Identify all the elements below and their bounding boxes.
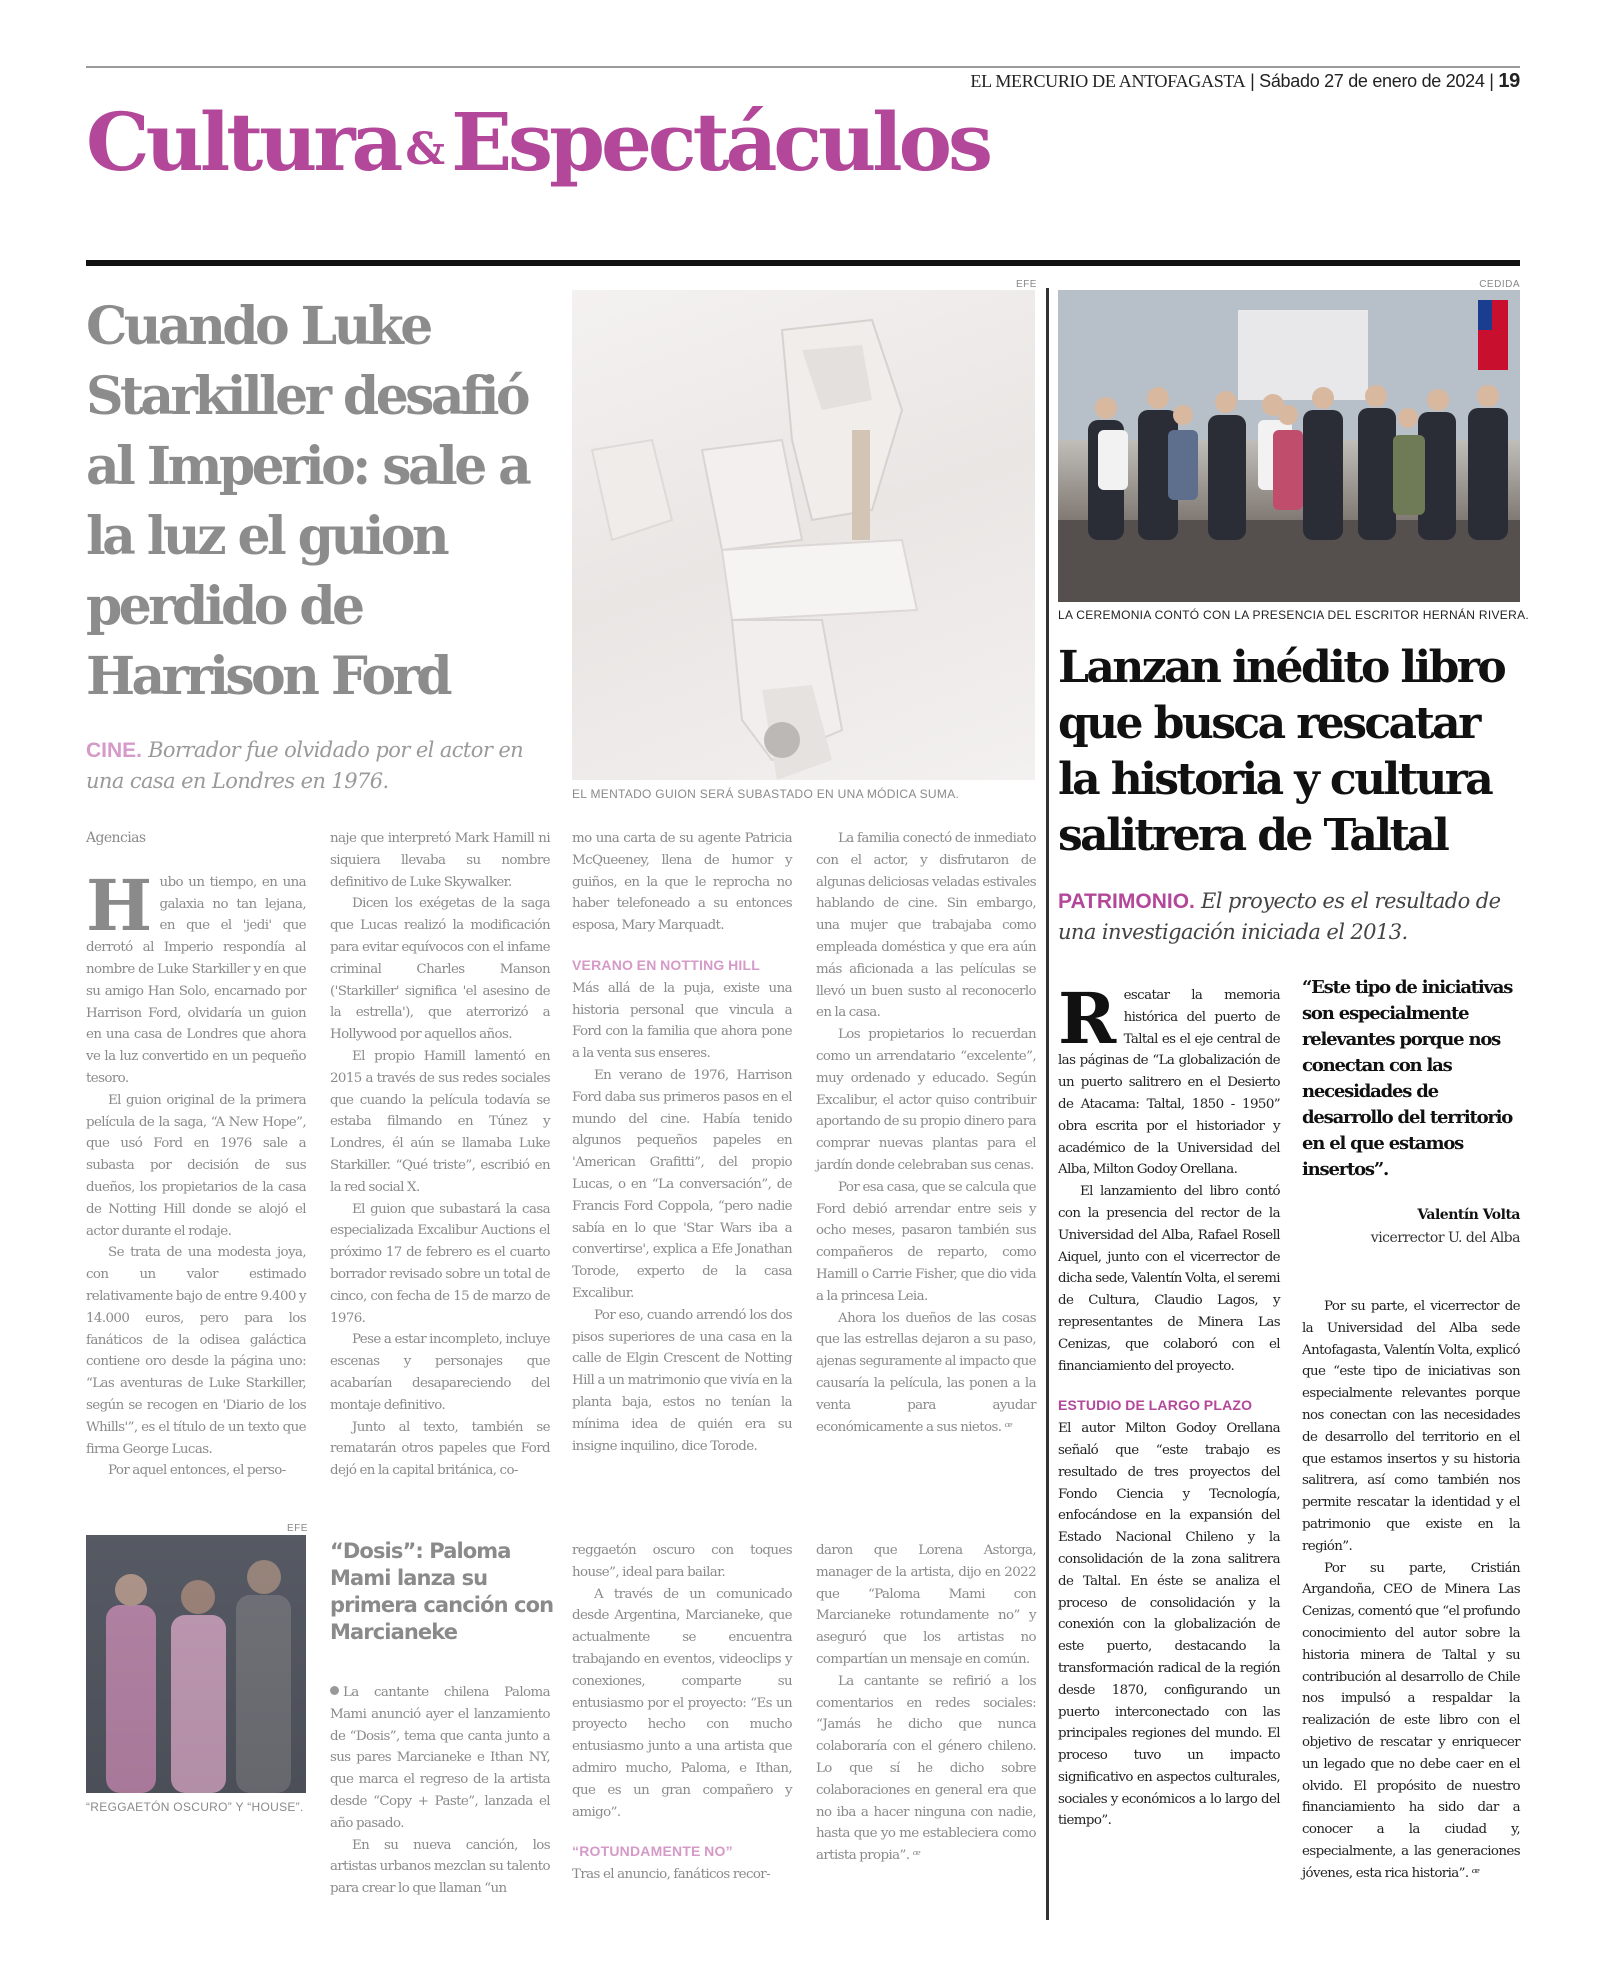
- paragraph: Por su parte, el vicerrector de la Universidad del Alba sede Antofagasta, Valentín Volta, explicó que “este tipo de iniciativas son especialmente relevantes porque nos conectan con las necesidades de desarrollo del territorio en el que estamos insertos y su historia salitrera, así como también nos permite rescatar la identidad y el patrimonio que existe en la región”.: [1302, 1299, 1520, 1554]
- subheading: “ROTUNDAMENTE NO”: [572, 1843, 733, 1860]
- separator: |: [1489, 71, 1499, 91]
- photo-credit: CEDIDA: [1479, 279, 1520, 290]
- section-title-ampersand: &: [405, 124, 446, 175]
- photo-caption: EL MENTADO GUION SERÁ SUBASTADO EN UNA MÓDICA SUMA.: [572, 787, 960, 801]
- photo-caption: “REGGAETÓN OSCURO” Y “HOUSE”.: [86, 1800, 304, 1814]
- kicker-text: El proyecto es el resultado de una investigación iniciada el 2013.: [1058, 889, 1501, 944]
- subheading: VERANO EN NOTTING HILL: [572, 956, 761, 973]
- paragraph: El guion original de la primera película de la saga, “A New Hope”, que usó Ford en 1976 sale a subasta por decisión de sus dueños, los propietarios de la casa de Notting Hill donde se alojó el actor durante el rodaje.: [86, 1092, 306, 1239]
- drop-cap: R: [1058, 977, 1116, 1060]
- section-rule: [86, 260, 1520, 266]
- end-mark-icon: ꟹ: [912, 1848, 921, 1864]
- paragraph: [816, 1671, 1036, 1867]
- paragraph: mo una carta de su agente Patricia McQueeney, llena de humor y guiños, en la que le reprocha no haber telefoneado a su entonces esposa, Mary Marquadt.: [572, 831, 792, 934]
- paragraph: Más allá de la puja, existe una historia personal que vincula a Ford con la familia que ahora pone a la venta sus enseres.: [572, 980, 792, 1062]
- column-divider: [1046, 288, 1049, 1920]
- kicker-label: CINE.: [86, 739, 143, 762]
- photo-caption: LA CEREMONIA CONTÓ CON LA PRESENCIA DEL ESCRITOR HERNÁN RIVERA.: [1058, 608, 1530, 622]
- photo-credit: EFE: [287, 1523, 308, 1534]
- masthead: [970, 70, 1520, 93]
- paragraph: ubo un tiempo, en una galaxia no tan lejana, en que el 'jedi' que derrotó al Imperio respondía al nombre de Luke Starkiller y en que su amigo Han Solo, encarnado por Harrison Ford, olvidaría un guion en una casa de Londres que ahora ve la luz convertido en un pequeño tesoro.: [86, 874, 306, 1086]
- article-headline: Cuando Luke Starkiller desafió al Imperio: sale a la luz el guion perdido de Harrison Ford: [86, 296, 529, 707]
- paragraph: reggaetón oscuro con toques house”, ideal para bailar.: [572, 1543, 792, 1580]
- paragraph: El guion que subastará la casa especializada Excalibur Auctions el próximo 17 de febrero es el cuarto borrador revisado sobre un total de cinco, con fecha de 15 de marzo de 1976.: [330, 1201, 550, 1326]
- pull-quote: “Este tipo de iniciativas son especialmente relevantes porque nos conectan con las necesidades de desarrollo del territorio en el que estamos insertos”.: [1302, 977, 1513, 1180]
- subheading: ESTUDIO DE LARGO PLAZO: [1058, 1397, 1253, 1414]
- paragraph-text: La cantante se refirió a los comentarios en redes sociales: “Jamás he dicho que nunca colaboraría con el género chileno. Lo que sí he dicho sobre colaboraciones en general era que no iba a hacer ninguna con nadie, hasta que yo me estableciera como artista propia”.: [816, 1673, 1036, 1864]
- paragraph: daron que Lorena Astorga, manager de la artista, dijo en 2022 que “Paloma Mami con Marcianeke rotundamente no” y aseguró que los artistas no compartían un mensaje en común.: [816, 1543, 1036, 1667]
- section-title-part1: Cultura: [86, 95, 400, 189]
- paragraph: A través de un comunicado desde Argentina, Marcianeke, que actualmente se encuentra trabajando en eventos, videoclips y conexiones, comparte su entusiasmo por el proyecto: “Es un proyecto hecho con mucho entusiasmo junto a una artista que admiro mucho, Paloma, e Ithan, que es un gran compañero y amigo”.: [572, 1586, 792, 1820]
- quote-author-role: vicerrector U. del Alba: [1370, 1230, 1520, 1246]
- paragraph: Tras el anuncio, fanáticos recor-: [572, 1867, 771, 1883]
- article-column-2: [1302, 1296, 1520, 1885]
- paragraph: Por esa casa, que se calcula que Ford debió arrendar entre seis y ocho meses, pasaron también sus compañeros de reparto, como Hamill o Carrie Fisher, que dio vida a la princesa Leia.: [816, 1179, 1036, 1304]
- article-column-1: [1058, 977, 1280, 1832]
- article-column-3: [816, 1540, 1036, 1867]
- paragraph: escatar la memoria histórica del puerto de Taltal es el eje central de las páginas de “La globalización de un puerto salitrero en el Desierto de Atacama: Taltal, 1850 - 1950” obra escrita por el historiador y académico de la Universidad del Alba, Milton Godoy Orellana.: [1058, 988, 1280, 1178]
- paragraph: La familia conectó de inmediato con el actor, y disfrutaron de algunas deliciosas veladas estivales hablando de cine. Sin embargo, una mujer que trabajaba como empleada doméstica y que era aún más aficionada a las películas se llevó un buen susto al reconocerlo en la casa.: [816, 831, 1036, 1021]
- section-title: [86, 95, 990, 189]
- article-headline: “Dosis”: Paloma Mami lanza su primera canción con Marcianeke: [330, 1539, 554, 1644]
- article-headline: Lanzan inédito libro que busca rescatar la historia y cultura salitrera de Taltal: [1058, 642, 1505, 861]
- photo-credit: EFE: [1016, 279, 1037, 290]
- article-column-4: [816, 828, 1036, 1438]
- artists-photo: [86, 1535, 306, 1793]
- stormtrooper-photo: [572, 290, 1035, 780]
- article-column-2: [330, 828, 550, 1482]
- paragraph: Los propietarios lo recuerdan como un arrendatario “excelente”, muy ordenado y educado. Según Excalibur, el actor quiso contribuir aportando de su propio dinero para comprar nuevas plantas para el jardín donde celebraban sus cenas.: [816, 1027, 1036, 1173]
- article-kicker: [86, 735, 556, 796]
- paragraph-text: Ahora los dueños de las cosas que las estrellas dejaron a su paso, ajenas seguramente al impacto que causaría la película, las ponen a la venta para ayudar económicamente a sus nietos.: [816, 1310, 1036, 1435]
- paragraph: Dicen los exégetas de la saga que Lucas realizó la modificación para evitar equívocos con el infame criminal Charles Manson ('Starkiller' significa 'el asesino de la estrella'), que aterrorizó a Hollywood por aquellos años.: [330, 896, 550, 1043]
- paragraph: Se trata de una modesta joya, con un valor estimado relativamente bajo de entre 9.400 y 14.000 euros, pero para los fanáticos de la odisea galáctica contiene oro desde la página uno: “Las aventuras de Luke Starkiller, según se recogen en 'Diario de los Whills'”, es el título de un texto que firma George Lucas.: [86, 1245, 306, 1457]
- article-column-2: [572, 1540, 792, 1886]
- paragraph: [816, 1308, 1036, 1439]
- publication-name: EL MERCURIO DE ANTOFAGASTA: [970, 71, 1246, 91]
- article-column-1: [86, 828, 306, 1482]
- paragraph: [330, 1682, 550, 1835]
- top-rule: [86, 66, 1520, 68]
- paragraph: El lanzamiento del libro contó con la presencia del rector de la Universidad del Alba, Rafael Rosell Aiquel, junto con el vicerrector de dicha sede, Valentín Volta, el seremi de Cultura, Claudio Lagos, y representantes de Minera Las Cenizas, que colaboró con el financiamiento del proyecto.: [1058, 1184, 1280, 1374]
- end-mark-icon: ꟹ: [1004, 1419, 1013, 1435]
- ceremony-group-illustration: [1058, 290, 1520, 602]
- paragraph-text: La cantante chilena Paloma Mami anunció ayer el lanzamiento de “Dosis”, tema que canta junto a sus pares Marcianeke e Ithan NY, que marca el regreso de la artista desde “Copy + Paste”, lanzada el año pasado.: [330, 1685, 550, 1831]
- paragraph: En su nueva canción, los artistas urbanos mezclan su talento para crear lo que llaman “un: [330, 1837, 550, 1897]
- separator: |: [1250, 71, 1260, 91]
- artists-illustration: [86, 1535, 306, 1793]
- page-number: 19: [1498, 70, 1520, 92]
- stormtrooper-illustration: [572, 290, 1035, 780]
- paragraph: El autor Milton Godoy Orellana señaló que “este trabajo es resultado de tres proyectos del Fondo Ciencia y Tecnología, enfocándose en la expansión del Estado Nacional Chileno y la consolidación de la zona salitrera de Taltal. En éste se analiza el proceso de consolidación y la conexión con la globalización de este puerto, destacando la transformación radical de la región desde 1870, configurando un puerto interconectado con las principales regiones del mundo. El proceso tuvo un impacto significativo en aspectos culturales, sociales y económicos a lo largo del tiempo”.: [1058, 1421, 1280, 1829]
- ceremony-photo: [1058, 290, 1520, 602]
- kicker-label: PATRIMONIO.: [1058, 890, 1195, 913]
- paragraph: naje que interpretó Mark Hamill ni siquiera llevaba su nombre definitivo de Luke Skywalker.: [330, 831, 550, 890]
- paragraph: En verano de 1976, Harrison Ford daba sus primeros pasos en el mundo del cine. Había tenido algunos pequeños papeles en 'American Grafitti”, del propio Lucas, o en “La conversación”, de Francis Ford Coppola, “pero nadie sabía en lo que 'Star Wars iba a convertirse', explica a Efe Jonathan Torode, experto de la casa Excalibur.: [572, 1067, 792, 1301]
- issue-date: Sábado 27 de enero de 2024: [1259, 71, 1485, 91]
- paragraph: Pese a estar incompleto, incluye escenas y personajes que acabarían desapareciendo del montaje definitivo.: [330, 1332, 550, 1413]
- paragraph: Por aquel entonces, el perso-: [108, 1463, 286, 1479]
- paragraph: [1302, 1558, 1520, 1885]
- paragraph: Junto al texto, también se rematarán otros papeles que Ford dejó en la capital británica, co-: [330, 1419, 550, 1479]
- article-column-3: [572, 828, 792, 1457]
- bullet-icon: [330, 1686, 339, 1695]
- article-kicker: [1058, 886, 1528, 948]
- byline: Agencias: [86, 830, 146, 846]
- article-column-1: [330, 1682, 550, 1900]
- kicker-text: Borrador fue olvidado por el actor en una casa en Londres en 1976.: [86, 738, 524, 793]
- drop-cap: H: [86, 863, 152, 947]
- paragraph: El propio Hamill lamentó en 2015 a través de sus redes sociales que cuando la película todavía se estaba filmando en Túnez y Londres, él aún se llamaba Luke Starkiller. “Qué triste”, escribió en la red social X.: [330, 1048, 550, 1195]
- end-mark-icon: ꟹ: [1471, 1865, 1480, 1881]
- section-title-part2: Espectáculos: [451, 95, 990, 189]
- quote-author: Valentín Volta: [1417, 1207, 1520, 1223]
- paragraph-text: Por su parte, Cristián Argandoña, CEO de Minera Las Cenizas, comentó que “el profundo conocimiento del autor sobre la historia minera de Taltal y su contribución al desarrollo de Chile nos impulsó a respaldar la realización de este libro con el objetivo de rescatar y enriquecer un legado que no debe caer en el olvido. El propósito de nuestro financiamiento ha sido dar a conocer a la ciudad y, especialmente, a las generaciones jóvenes, esta rica historia”.: [1302, 1560, 1520, 1881]
- paragraph: Por eso, cuando arrendó los dos pisos superiores de una casa en la calle de Elgin Crescent de Notting Hill a un matrimonio que vivía en la planta baja, estos no tenían la mínima idea de quién era su insigne inquilino, dice Torode.: [572, 1307, 792, 1454]
